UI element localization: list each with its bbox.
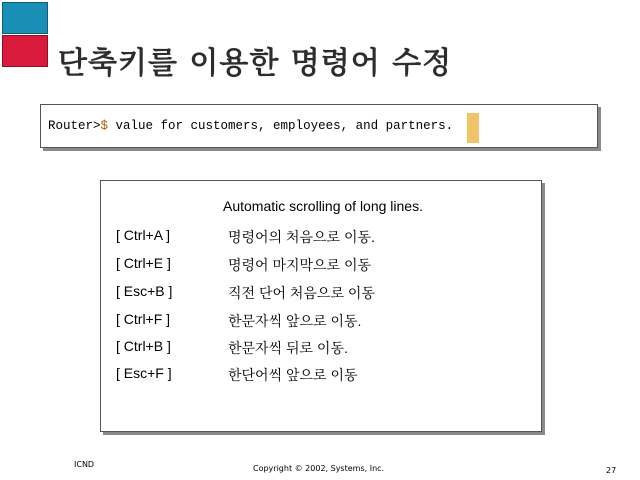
shortcut-description: 한문자씩 앞으로 이동.	[228, 313, 362, 329]
shortcut-key: [ Ctrl+F ]	[116, 311, 171, 327]
command-line-box	[40, 104, 598, 148]
shortcut-description: 명령어의 처음으로 이동.	[228, 229, 375, 245]
slide-title: 단축키를 이용한 명령어 수정	[58, 46, 453, 81]
decorative-blue-square	[2, 2, 48, 34]
shortcut-description: 명령어 마지막으로 이동	[228, 257, 372, 273]
shortcut-key: [ Ctrl+E ]	[116, 255, 171, 271]
command-line-text	[48, 119, 453, 133]
footer-page-number: 27	[606, 466, 617, 475]
shortcut-key: [ Esc+F ]	[116, 365, 172, 381]
text-cursor	[467, 113, 479, 143]
command-prompt: Router>	[48, 119, 101, 133]
shortcut-description: 한문자씩 뒤로 이동.	[228, 340, 348, 356]
shortcut-key: [ Ctrl+B ]	[116, 338, 171, 354]
footer-course-label: ICND	[74, 460, 95, 469]
shortcut-panel	[100, 180, 542, 432]
scroll-indicator-dollar: $	[100, 119, 109, 133]
shortcut-key: [ Esc+B ]	[116, 283, 173, 299]
footer-copyright: Copyright © 2002, Systems, Inc.	[253, 464, 385, 473]
decorative-red-square	[2, 35, 48, 67]
shortcut-description: 한단어씩 앞으로 이동	[228, 367, 358, 383]
shortcut-key: [ Ctrl+A ]	[116, 227, 171, 243]
shortcut-description: 직전 단어 처음으로 이동	[228, 285, 375, 301]
panel-heading: Automatic scrolling of long lines.	[223, 198, 423, 214]
command-text: value for customers, employees, and partners.	[108, 119, 454, 133]
